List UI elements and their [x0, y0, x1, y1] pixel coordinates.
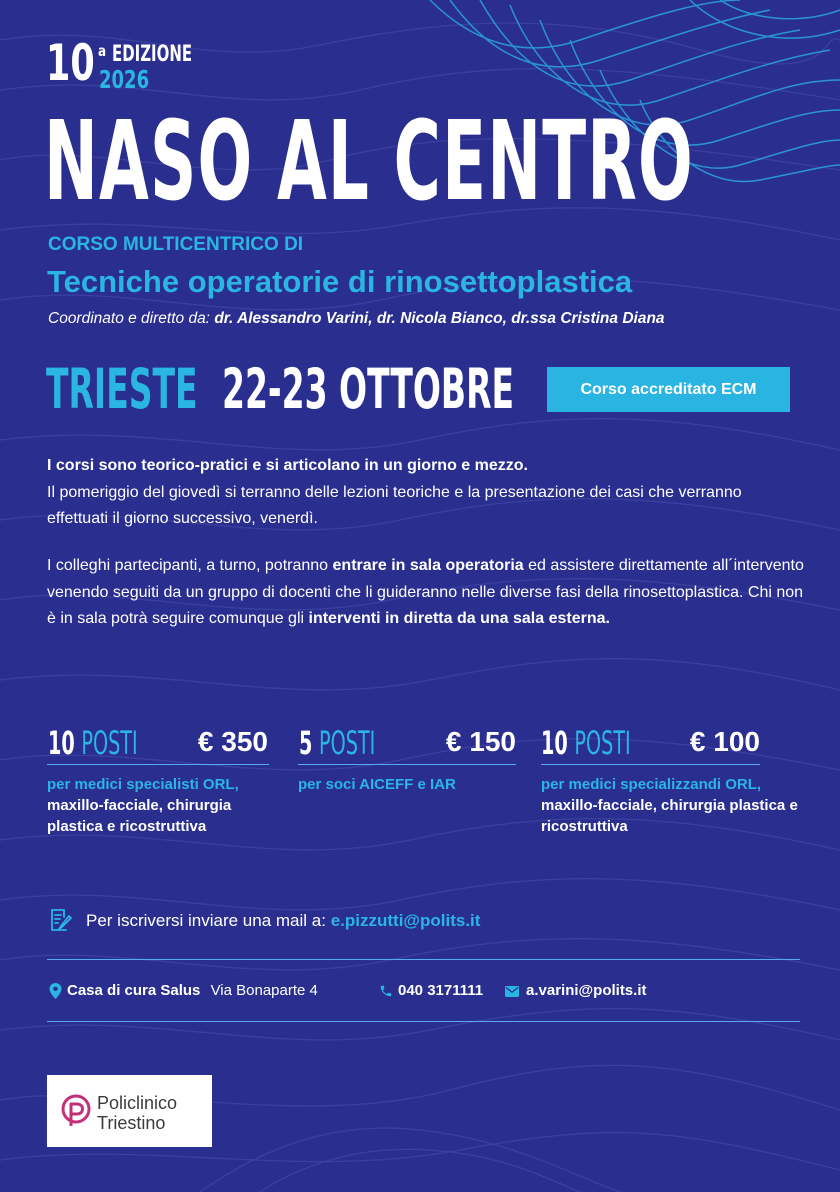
- intro-paragraph: [47, 453, 807, 533]
- event-city: TRIESTE: [46, 357, 198, 421]
- edit-note-icon: [48, 907, 74, 933]
- phone-number: 040 3171111: [398, 982, 484, 999]
- edition-superscript: a: [98, 42, 107, 60]
- divider-bottom: [47, 1021, 800, 1022]
- details-text-1: I colleghi partecipanti, a turno, potranno: [47, 557, 333, 574]
- package-divider: [47, 764, 269, 765]
- ecm-badge: Corso accreditato ECM: [547, 367, 790, 412]
- divider-top: [47, 959, 800, 960]
- details-paragraph: [47, 553, 807, 633]
- package-desc-rest: maxillo-facciale, chirurgia plastica e ricostruttiva: [541, 797, 798, 835]
- package-divider: [298, 764, 516, 765]
- course-kicker: CORSO MULTICENTRICO DI: [48, 234, 304, 255]
- location-pin-icon: [49, 983, 62, 999]
- package-desc-highlight: per soci AICEFF e IAR: [298, 776, 456, 793]
- edition-label: EDIZIONE: [112, 42, 193, 67]
- policlinico-logo-icon: [59, 1093, 93, 1129]
- logo-text: [97, 1093, 177, 1133]
- package-description: [298, 774, 523, 795]
- edition-number: 10: [46, 34, 95, 92]
- intro-rest: Il pomeriggio del giovedì si terranno delle lezioni teoriche e la presentazione dei casi che verranno effettuati il giorno successivo, venerdì.: [47, 483, 742, 527]
- coordination-line: [48, 310, 665, 328]
- registration-line: [86, 911, 480, 931]
- package-price: € 150: [445, 726, 516, 757]
- logo-line-1: Policlinico: [97, 1093, 178, 1113]
- contact-phone: [398, 982, 483, 999]
- mail-icon: [505, 986, 519, 997]
- registration-email-link[interactable]: e.pizzutti@polits.it: [330, 911, 481, 930]
- package-count: 5: [299, 724, 313, 762]
- package-seats: [541, 724, 631, 762]
- package-price: € 350: [197, 726, 268, 757]
- phone-icon: [379, 984, 393, 998]
- package-count: 10: [541, 724, 568, 762]
- venue-name: Casa di cura Salus: [67, 982, 201, 999]
- details-text-2: ed assistere direttamente all´intervento venendo seguiti da un gruppo di docenti che li guideranno nelle diverse fasi della rinosettoplastica. Chi non è in sala potrà seguire comunque gli: [47, 557, 804, 627]
- intro-lead: I corsi sono teorico-pratici e si articolano in un giorno e mezzo.: [47, 457, 528, 474]
- coordination-prefix: Coordinato e diretto da:: [48, 310, 210, 327]
- package-unit: POSTI: [574, 724, 631, 762]
- package-seats: [48, 724, 138, 762]
- details-bold-1: entrare in sala operatoria: [332, 557, 524, 574]
- event-dates: 22-23 OTTOBRE: [222, 357, 515, 421]
- package-unit: POSTI: [81, 724, 138, 762]
- contact-email: [526, 982, 646, 999]
- course-subtitle: Tecniche operatorie di rinosettoplastica: [47, 264, 633, 299]
- contact-venue: [67, 982, 318, 999]
- page-title: NASO AL CENTRO: [44, 97, 694, 225]
- package-desc-highlight: per medici specializzandi ORL,: [541, 776, 762, 793]
- package-description: [541, 774, 803, 837]
- package-desc-highlight: per medici specialisti ORL,: [47, 776, 239, 793]
- package-price: € 100: [689, 726, 760, 757]
- registration-text: Per iscriversi inviare una mail a:: [86, 911, 326, 930]
- coordination-names: dr. Alessandro Varini, dr. Nicola Bianco, dr.ssa Cristina Diana: [214, 310, 665, 327]
- details-bold-2: interventi in diretta da una sala esterna.: [308, 610, 610, 627]
- package-unit: POSTI: [319, 724, 376, 762]
- package-description: [47, 774, 282, 837]
- package-count: 10: [48, 724, 75, 762]
- policlinico-logo: [47, 1075, 212, 1147]
- venue-address: Via Bonaparte 4: [210, 982, 318, 999]
- package-desc-rest: maxillo-facciale, chirurgia plastica e ricostruttiva: [47, 797, 232, 835]
- package-seats: [299, 724, 376, 762]
- logo-line-2: Triestino: [97, 1113, 166, 1133]
- edition-year: 2026: [99, 65, 150, 94]
- contact-email-link[interactable]: a.varini@polits.it: [526, 982, 647, 999]
- package-divider: [541, 764, 760, 765]
